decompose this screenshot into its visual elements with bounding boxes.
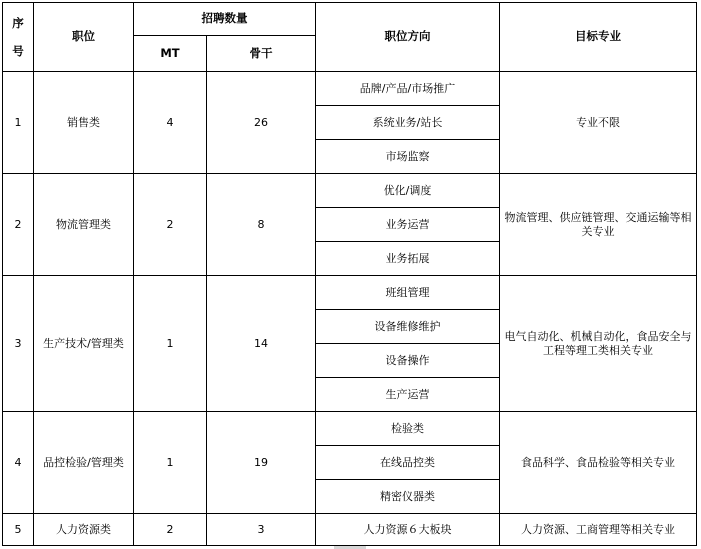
major-cell: 物流管理、供应链管理、交通运输等相关专业 — [500, 174, 697, 276]
position-cell: 物流管理类 — [34, 174, 134, 276]
backbone-count-cell: 3 — [207, 514, 316, 546]
major-cell: 专业不限 — [500, 72, 697, 174]
position-cell: 生产技术/管理类 — [34, 276, 134, 412]
header-quota: 招聘数量 — [134, 3, 316, 36]
direction-cell: 人力资源６大板块 — [316, 514, 500, 546]
seq-cell: 1 — [3, 72, 34, 174]
backbone-count-cell: 8 — [207, 174, 316, 276]
mt-count-cell: 1 — [134, 412, 207, 514]
direction-cell: 市场监察 — [316, 140, 500, 174]
position-cell: 品控检验/管理类 — [34, 412, 134, 514]
major-cell: 食品科学、食品检验等相关专业 — [500, 412, 697, 514]
seq-cell: 4 — [3, 412, 34, 514]
table-row — [3, 72, 697, 106]
mt-count-cell: 1 — [134, 276, 207, 412]
table-row — [3, 412, 697, 446]
seq-cell: 3 — [3, 276, 34, 412]
seq-cell: 2 — [3, 174, 34, 276]
mt-count-cell: 2 — [134, 514, 207, 546]
header-seq-line2: 号 — [12, 44, 24, 58]
direction-cell: 优化/调度 — [316, 174, 500, 208]
direction-cell: 精密仪器类 — [316, 480, 500, 514]
position-cell: 人力资源类 — [34, 514, 134, 546]
seq-cell: 5 — [3, 514, 34, 546]
direction-cell: 班组管理 — [316, 276, 500, 310]
header-backbone: 骨干 — [207, 36, 316, 72]
major-cell: 电气自动化、机械自动化，食品安全与工程等理工类相关专业 — [500, 276, 697, 412]
mt-count-cell: 2 — [134, 174, 207, 276]
direction-cell: 检验类 — [316, 412, 500, 446]
direction-cell: 品牌/产品/市场推广 — [316, 72, 500, 106]
direction-cell: 业务拓展 — [316, 242, 500, 276]
table-row — [3, 276, 697, 310]
direction-cell: 业务运营 — [316, 208, 500, 242]
header-mt: MT — [134, 36, 207, 72]
header-direction: 职位方向 — [316, 3, 500, 72]
direction-cell: 设备操作 — [316, 344, 500, 378]
header-position: 职位 — [34, 3, 134, 72]
backbone-count-cell: 26 — [207, 72, 316, 174]
major-cell: 人力资源、工商管理等相关专业 — [500, 514, 697, 546]
table-row — [3, 514, 697, 546]
direction-cell: 设备维修维护 — [316, 310, 500, 344]
backbone-count-cell: 14 — [207, 276, 316, 412]
direction-cell: 系统业务/站长 — [316, 106, 500, 140]
backbone-count-cell: 19 — [207, 412, 316, 514]
mt-count-cell: 4 — [134, 72, 207, 174]
header-seq-line1: 序 — [12, 16, 24, 30]
position-cell: 销售类 — [34, 72, 134, 174]
header-seq — [3, 3, 34, 72]
table-row — [3, 174, 697, 208]
direction-cell: 在线品控类 — [316, 446, 500, 480]
recruitment-table — [2, 2, 697, 546]
direction-cell: 生产运营 — [316, 378, 500, 412]
header-major: 目标专业 — [500, 3, 697, 72]
